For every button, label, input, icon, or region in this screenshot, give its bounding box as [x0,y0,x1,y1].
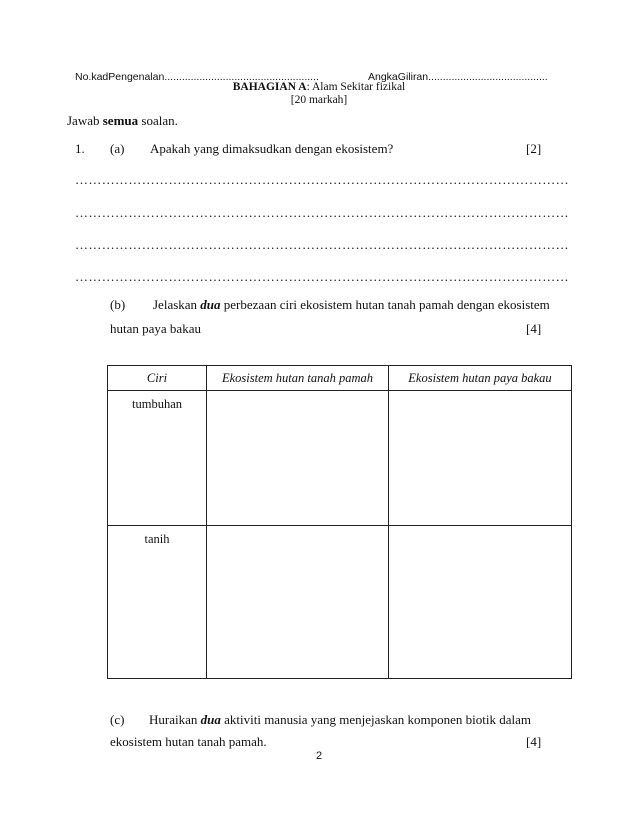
section-title-rest: : Alam Sekitar fizikal [306,81,406,93]
table-row-label-cell [108,526,207,679]
q1c-text-line2: ekosistem hutan tanah pamah. [110,734,267,749]
q1c-text [149,712,531,728]
q1b-text-pre: Jelaskan [153,297,201,312]
table-header-cell: Ciri [108,366,207,391]
instruction-suffix: soalan. [138,113,178,128]
q1a-text: Apakah yang dimaksudkan dengan ekosistem? [150,141,394,156]
instruction-prefix: Jawab [67,113,103,128]
q1c-text-pre: Huraikan [149,712,201,727]
answer-cell[interactable] [389,526,572,679]
q1a-marks: [2] [526,141,542,156]
table-row-label-cell [108,391,207,526]
q1b-text [153,297,550,313]
answer-cell[interactable] [389,391,572,526]
instruction-bold: semua [102,113,139,128]
table-header-row [108,366,572,391]
table-header-cell: Ekosistem hutan tanah pamah [207,366,389,391]
answer-line[interactable]: ………………………………………………………………………………………………… [75,269,569,284]
section-title [0,81,638,93]
table-row [108,526,572,679]
q1c-marks: [4] [526,734,542,749]
answer-line[interactable]: ………………………………………………………………………………………………… [75,205,569,220]
table-header-cell: Ekosistem hutan paya bakau [389,366,572,391]
section-title-bold: BAHAGIAN A [232,81,307,93]
question-number: 1. [75,141,85,156]
turn-number-field: AngkaGiliran......................................... [368,71,548,83]
comparison-table [107,365,572,679]
q1b-marks: [4] [526,321,542,336]
section-marks: [20 markah] [290,94,348,106]
q1a-label: (a) [110,141,125,156]
answer-line[interactable]: ………………………………………………………………………………………………… [75,237,569,252]
q1c-text-post: aktiviti manusia yang menjejaskan komponen biotik dalam [220,712,531,727]
answer-line[interactable]: ………………………………………………………………………………………………… [75,172,569,187]
q1b-text-post: perbezaan ciri ekosistem hutan tanah pamah dengan ekosistem [220,297,550,312]
q1c-label: (c) [110,712,125,727]
id-number-field: No.kadPengenalan..................................................... [75,71,319,83]
page-number: 2 [315,750,323,762]
instruction [67,113,178,129]
q1b-text-line2: hutan paya bakau [110,321,201,336]
table-row [108,391,572,526]
table-row-label: tanih [144,532,170,546]
q1b-text-bold: dua [200,297,221,312]
q1c-text-bold: dua [200,712,221,727]
table-row-label: tumbuhan [132,397,182,411]
answer-cell[interactable] [207,391,389,526]
answer-cell[interactable] [207,526,389,679]
q1b-label: (b) [110,297,126,312]
